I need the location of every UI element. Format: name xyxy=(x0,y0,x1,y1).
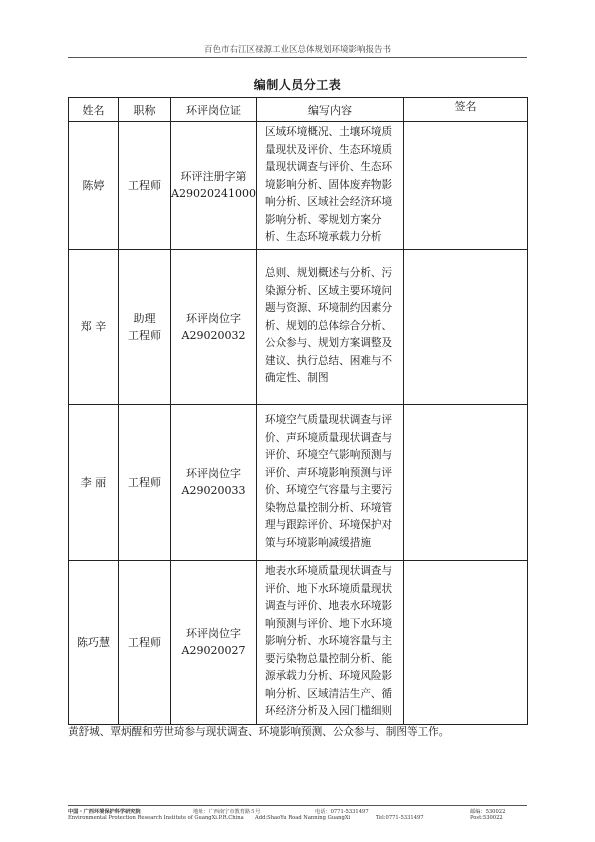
col-header-cert: 环评岗位证 xyxy=(171,98,257,122)
staff-name: 郑 辛 xyxy=(69,249,119,404)
staff-table xyxy=(68,97,528,725)
staff-name: 陈婷 xyxy=(69,122,119,250)
staff-title xyxy=(119,122,171,250)
staff-title xyxy=(119,404,171,560)
signature-cell xyxy=(404,560,528,724)
footnote: 黄舒城、覃炳醒和劳世琦参与现状调查、环境影响预测、公众参与、制图等工作。 xyxy=(68,726,450,738)
staff-title-line: 工程师 xyxy=(128,635,161,649)
staff-cert-line: 环评注册字第 xyxy=(180,170,247,184)
staff-cert-line: 环评岗位字 xyxy=(186,467,241,480)
staff-title-line: 工程师 xyxy=(128,475,161,489)
footer-postcode-en: Post:530022 xyxy=(470,815,503,821)
table-title: 编制人员分工表 xyxy=(253,78,342,92)
table-row xyxy=(69,122,528,250)
staff-name: 陈巧慧 xyxy=(69,560,119,724)
staff-cert xyxy=(171,122,257,250)
footer-org-cn: 中国・广西环境保护科学研究院 xyxy=(68,809,141,815)
staff-cert xyxy=(171,249,257,404)
staff-content: 区域环境概况、土壤环境质量现状及评价、生态环境质量现状调查与评价、生态环境影响分析、固体废弃物影响分析、区域社会经济环境影响分析、零规划方案分析、生态环境承载力分析 xyxy=(257,122,404,250)
staff-content: 环境空气质量现状调查与评价、声环境质量现状调查与评价、环境空气影响预测与评价、声环境影响预测与评价、环境空气容量与主要污染物总量控制分析、环境管理与跟踪评价、环境保护对策与环境影响减缓措施 xyxy=(257,404,404,560)
staff-title xyxy=(119,249,171,404)
staff-content: 总则、规划概述与分析、污染源分析、区域主要环境问题与资源、环境制约因素分析、规划的总体综合分析、公众参与、规划方案调整及建议、执行总结、困难与不确定性、制图 xyxy=(257,249,404,404)
col-header-content: 编写内容 xyxy=(257,98,404,122)
footer-address-cn: 地址：广西南宁市教育路５号 xyxy=(193,809,261,815)
signature-cell xyxy=(404,404,528,560)
footer-org-en: Environmental Protection Research Institute of GuangXi.P.R.China xyxy=(68,815,244,821)
signature-cell xyxy=(404,122,528,250)
staff-cert-number: A29020027 xyxy=(181,644,246,657)
staff-title-line: 工程师 xyxy=(128,178,161,192)
staff-cert-number: A29020032 xyxy=(181,328,246,342)
staff-cert-line: 环评岗位字 xyxy=(186,311,241,325)
table-header-row xyxy=(69,98,528,122)
footer-postcode-cn: 邮编：530022 xyxy=(470,809,506,815)
footer-address-en: Add:ShaoYu Road Nanning GuangXi xyxy=(255,815,351,821)
signature-cell xyxy=(404,249,528,404)
footer-phone-cn: 电话：0771-5331497 xyxy=(315,809,369,815)
staff-cert xyxy=(171,560,257,724)
staff-content: 地表水环境质量现状调查与评价、地下水环境质量现状调查与评价、地表水环境影响预测与评价、地下水环境影响分析、水环境容量与主要污染物总量控制分析、能源承载力分析、环境风险影响分析、区域清洁生产、循环经济分析及入园门槛细则 xyxy=(257,560,404,724)
col-header-signature: 签名 xyxy=(404,98,528,122)
table-row xyxy=(69,249,528,404)
staff-title-line: 工程师 xyxy=(128,328,161,342)
staff-title xyxy=(119,560,171,724)
staff-name: 李 丽 xyxy=(69,404,119,560)
report-header: 百色市右江区禄源工业区总体规划环境影响报告书 xyxy=(203,45,391,55)
col-header-name: 姓名 xyxy=(69,98,119,122)
staff-cert xyxy=(171,404,257,560)
table-row xyxy=(69,560,528,724)
header-divider xyxy=(68,57,527,58)
footer-divider xyxy=(68,805,527,806)
table-row xyxy=(69,404,528,560)
footer-phone-en: Tel:0771-5331497 xyxy=(376,815,424,821)
staff-cert-number: A29020241000 xyxy=(171,187,256,201)
staff-title-line: 助理 xyxy=(133,311,156,325)
staff-cert-line: 环评岗位字 xyxy=(186,627,241,640)
col-header-title: 职称 xyxy=(119,98,171,122)
staff-cert-number: A29020033 xyxy=(181,484,246,497)
